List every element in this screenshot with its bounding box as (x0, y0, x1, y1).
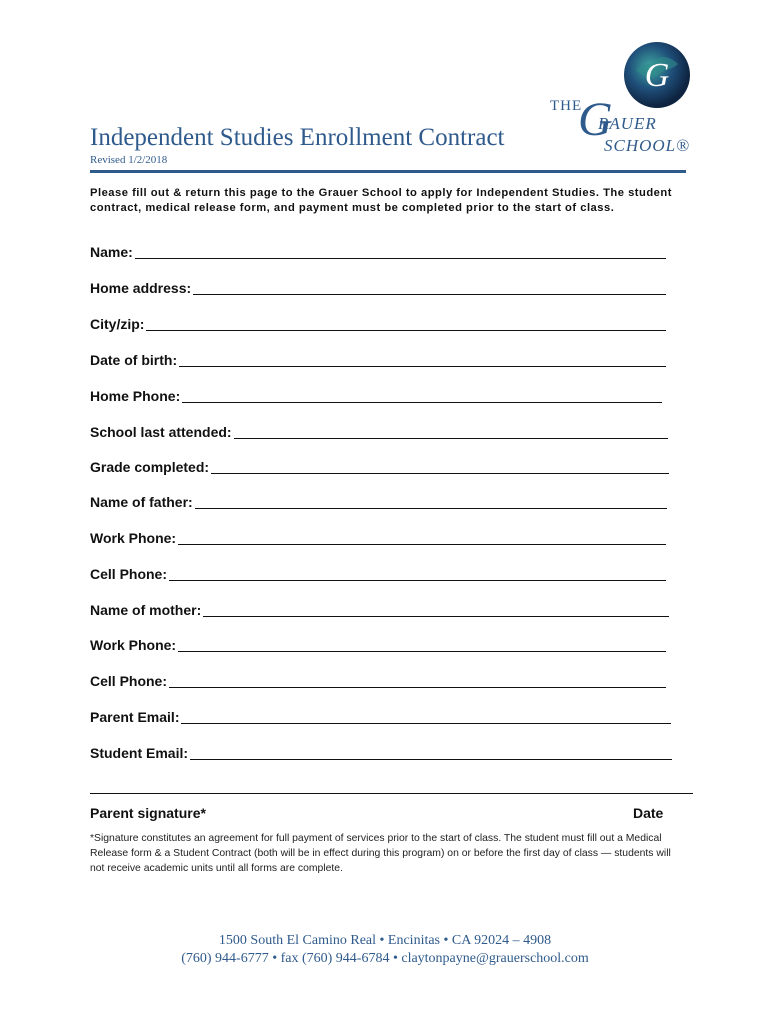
field-label: Student Email: (90, 745, 189, 761)
globe-emblem-icon (622, 40, 692, 110)
field-input-line[interactable] (178, 543, 666, 545)
logo-initial-g: G (578, 93, 613, 146)
page-title: Independent Studies Enrollment Contract (90, 124, 505, 151)
field-label: Name of father: (90, 494, 193, 510)
field-label: City/zip: (90, 316, 145, 332)
logo-word-school: SCHOOL® (604, 136, 691, 155)
field-input-line[interactable] (146, 329, 666, 331)
field-label: Cell Phone: (90, 566, 168, 582)
field-label: Work Phone: (90, 637, 177, 653)
field-label: Home address: (90, 280, 192, 296)
field-input-line[interactable] (178, 650, 666, 652)
logo-monogram: G (644, 57, 670, 94)
field-input-line[interactable] (195, 507, 667, 509)
school-last-attended-field[interactable] (90, 420, 668, 442)
date-of-birth-field[interactable] (90, 348, 666, 370)
mother-name-field[interactable] (90, 598, 669, 620)
mother-cell-phone-field[interactable] (90, 669, 666, 691)
father-cell-phone-field[interactable] (90, 562, 666, 584)
field-label: Grade completed: (90, 459, 210, 475)
footer-contact: (760) 944-6777 • fax (760) 944-6784 • claytonpayne@grauerschool.com (181, 951, 589, 966)
signature-note: *Signature constitutes an agreement for full payment of services prior to the start of class. The student must fill out a Medical Release form & a Student Contract (both will be in effect during this program) on or before the first day of class — students will not receive academic units until all forms are complete. (90, 833, 671, 874)
field-input-line[interactable] (182, 401, 662, 403)
field-input-line[interactable] (135, 257, 666, 259)
field-label: School last attended: (90, 424, 232, 440)
field-input-line[interactable] (203, 615, 669, 617)
logo-word-grauer: RAUER (598, 114, 657, 133)
field-label: Date of birth: (90, 352, 178, 368)
father-name-field[interactable] (90, 490, 667, 512)
grade-completed-field[interactable] (90, 455, 669, 477)
header-divider (90, 170, 686, 173)
field-input-line[interactable] (234, 437, 668, 439)
field-input-line[interactable] (181, 722, 671, 724)
field-input-line[interactable] (193, 293, 666, 295)
field-label: Name: (90, 244, 133, 260)
field-input-line[interactable] (190, 758, 672, 760)
grauer-school-logo (538, 40, 698, 158)
home-address-field[interactable] (90, 276, 666, 298)
student-email-field[interactable] (90, 741, 672, 763)
footer-address: 1500 South El Camino Real • Encinitas • CA 92024 – 4908 (218, 933, 552, 948)
field-input-line[interactable] (169, 579, 666, 581)
signature-line[interactable] (90, 793, 693, 794)
city-zip-field[interactable] (90, 312, 666, 334)
father-work-phone-field[interactable] (90, 526, 666, 548)
name-field[interactable] (90, 240, 666, 262)
parent-signature-label: Parent signature* (90, 805, 206, 821)
field-input-line[interactable] (179, 365, 666, 367)
parent-email-field[interactable] (90, 705, 671, 727)
instructions-text: Please fill out & return this page to the Grauer School to apply for Independent Studies. The student contract, medical release form, and payment must be completed prior to the start of class. (90, 187, 672, 214)
field-label: Cell Phone: (90, 673, 168, 689)
field-label: Work Phone: (90, 530, 177, 546)
field-input-line[interactable] (169, 686, 666, 688)
field-label: Home Phone: (90, 388, 181, 404)
mother-work-phone-field[interactable] (90, 633, 666, 655)
home-phone-field[interactable] (90, 384, 662, 406)
field-label: Name of mother: (90, 602, 202, 618)
revision-date: Revised 1/2/2018 (90, 154, 168, 166)
logo-word-the: THE (550, 98, 583, 114)
date-label: Date (633, 805, 664, 821)
field-input-line[interactable] (211, 472, 669, 474)
field-label: Parent Email: (90, 709, 180, 725)
